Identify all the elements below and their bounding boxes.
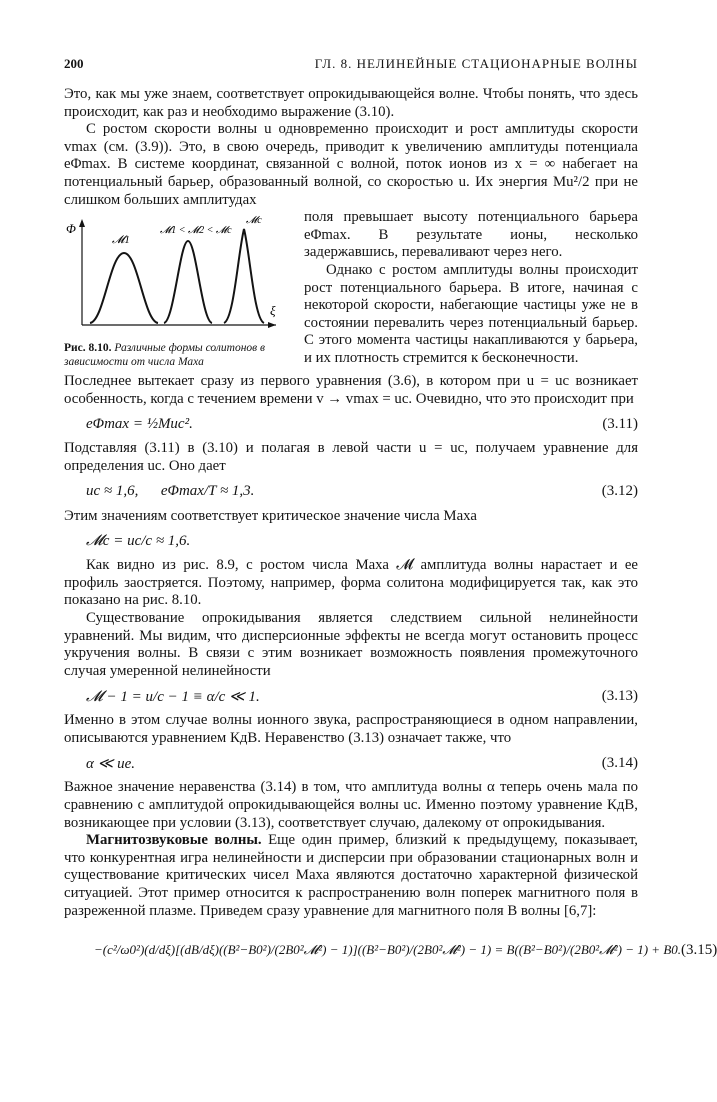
equation-3-12-number: (3.12) xyxy=(601,483,638,500)
soliton-curve-2 xyxy=(164,241,212,323)
paragraph-9: Важное значение неравенства (3.14) в том, что амплитуда волны α теперь очень мала по сравнению с амплитудой опрокидывающейся волны uc. Именно поэтому уравнение КдВ, возникающее при условии (3.13), соответствует случаю, далекому от опрокидывания. xyxy=(64,779,638,831)
running-header xyxy=(64,56,638,72)
equation-3-12 xyxy=(64,476,638,508)
peak3-label: 𝓜c xyxy=(246,215,262,227)
paragraph-3-rest: Последнее вытекает сразу из первого уравнения (3.6), в котором при u = uc возникает особенность, когда с течением времени v → vmax = uc. Очевидно, что это происходит при xyxy=(64,373,638,407)
equation-3-13 xyxy=(64,680,638,712)
equation-3-13-number: (3.13) xyxy=(601,687,638,704)
equation-3-14-body: α ≪ ue. xyxy=(86,755,135,772)
equation-3-11 xyxy=(64,408,638,440)
equation-3-11-number: (3.11) xyxy=(602,415,638,432)
paragraph-8: Именно в этом случае волны ионного звука, распространяющиеся в одном направлении, описываются уравнением КдВ. Неравенство (3.13) означает также, что xyxy=(64,712,638,746)
equation-3-14 xyxy=(64,747,638,779)
equation-mach-critical xyxy=(64,525,638,557)
paragraph-4: Подставляя (3.11) в (3.10) и полагая в левой части u = uc, получаем уравнение для определения uc. Оно дает xyxy=(64,440,638,474)
section-title-magnetosonic: Магнитозвуковые волны. xyxy=(86,832,262,849)
caption-text: Различные формы солитонов в зависимости от числа Маха xyxy=(64,342,266,369)
y-axis-arrow xyxy=(79,219,85,227)
caption-number: Рис. 8.10. xyxy=(64,342,112,355)
figure-wrap-region xyxy=(64,209,638,367)
equation-3-15 xyxy=(64,926,717,974)
paragraph-2-top: С ростом скорости волны u одновременно происходит и рост амплитуды скорости vmax (см. (3.9)). Это, в свою очередь, приводит к увеличению амплитуды потенциала eΦmax. В системе координат, связанной с волной, поток ионов из x = ∞ набегает на потенциальный барьер, образованный волной, со скоростью u. Их энергия Mu²/2 при не слишком больших амплитудах xyxy=(64,121,638,208)
figure-caption xyxy=(64,341,292,369)
paragraph-6: Как видно из рис. 8.9, с ростом числа Маха 𝓜 амплитуда волны нарастает и ее профиль заостряется. Поэтому, например, форма солитона модифицируется так, как это показано на рис. 8.10. xyxy=(64,557,638,609)
equation-3-15-number: (3.15) xyxy=(681,941,717,958)
paragraph-10 xyxy=(64,832,638,920)
page-number: 200 xyxy=(64,56,84,71)
soliton-curve-3 xyxy=(224,229,264,323)
figure-8-10 xyxy=(64,213,292,369)
peak2-label: 𝓜1 < 𝓜2 < 𝓜c xyxy=(160,225,232,237)
equation-3-14-number: (3.14) xyxy=(601,754,638,771)
equation-3-11-body: eΦmax = ½Muc². xyxy=(86,415,193,432)
paragraph-7: Существование опрокидывания является следствием сильной нелинейности уравнений. Мы видим, что дисперсионные эффекты не всегда могут остановить процесс укручения волны. В связи с этим возникает возможность появления промежуточного случая умеренной нелинейности xyxy=(64,609,638,679)
equation-3-15-body: −(c²/ω0²)(d/dξ)[(dB/dξ)((B²−B0²)/(2B0²𝓜²) − 1)]((B²−B0²)/(2B0²𝓜²) − 1) = B((B²−B0²)/(2B0²𝓜²) − 1) + B0. xyxy=(94,942,682,958)
axis-y-label: Φ xyxy=(66,221,76,237)
x-axis-arrow xyxy=(268,322,276,328)
soliton-plot xyxy=(64,213,292,335)
book-page xyxy=(64,56,717,974)
paragraph-10-body: Еще один пример, близкий к предыдущему, показывает, что конкурентная игра нелинейности и дисперсии при образовании стационарных волн и существование критических чисел Маха являются достаточно характерной физической ситуацией. Этот пример относится к распространению волн поперек магнитного поля в разреженной плазме. Приведем сразу уравнение для магнитного поля B волны [6,7]: xyxy=(64,832,639,919)
equation-3-13-body: 𝓜 − 1 = u/c − 1 ≡ α/c ≪ 1. xyxy=(86,688,260,705)
paragraph-1: Это, как мы уже знаем, соответствует опрокидывающейся волне. Чтобы понять, что здесь происходит, как раз и необходимо выражение (3.10). xyxy=(64,86,638,120)
equation-3-12-body: uc ≈ 1,6, eΦmax/T ≈ 1,3. xyxy=(86,483,255,500)
paragraph-3-wrap: Однако с ростом амплитуды волны происходит рост потенциального барьера. В итоге, начиная с некоторой скорости, набегающие частицы уже не в состоянии перевалить через потенциальный барьер. С этого момента частицы накапливаются у барьера, и их плотность стремится к бесконечности. xyxy=(304,261,638,366)
paragraph-2-wrap: поля превышает высоту потенциального барьера eΦmax. В результате ионы, несколько задержавшись, переваливают через него. xyxy=(304,209,638,261)
running-title: ГЛ. 8. НЕЛИНЕЙНЫЕ СТАЦИОНАРНЫЕ ВОЛНЫ xyxy=(314,56,638,71)
axis-x-label: ξ xyxy=(270,303,276,319)
soliton-curve-1 xyxy=(90,253,158,323)
peak1-label: 𝓜1 xyxy=(112,234,130,247)
equation-mach-critical-body: 𝓜c = uc/c ≈ 1,6. xyxy=(86,533,191,550)
paragraph-5: Этим значениям соответствует критическое значение числа Маха xyxy=(64,507,477,524)
